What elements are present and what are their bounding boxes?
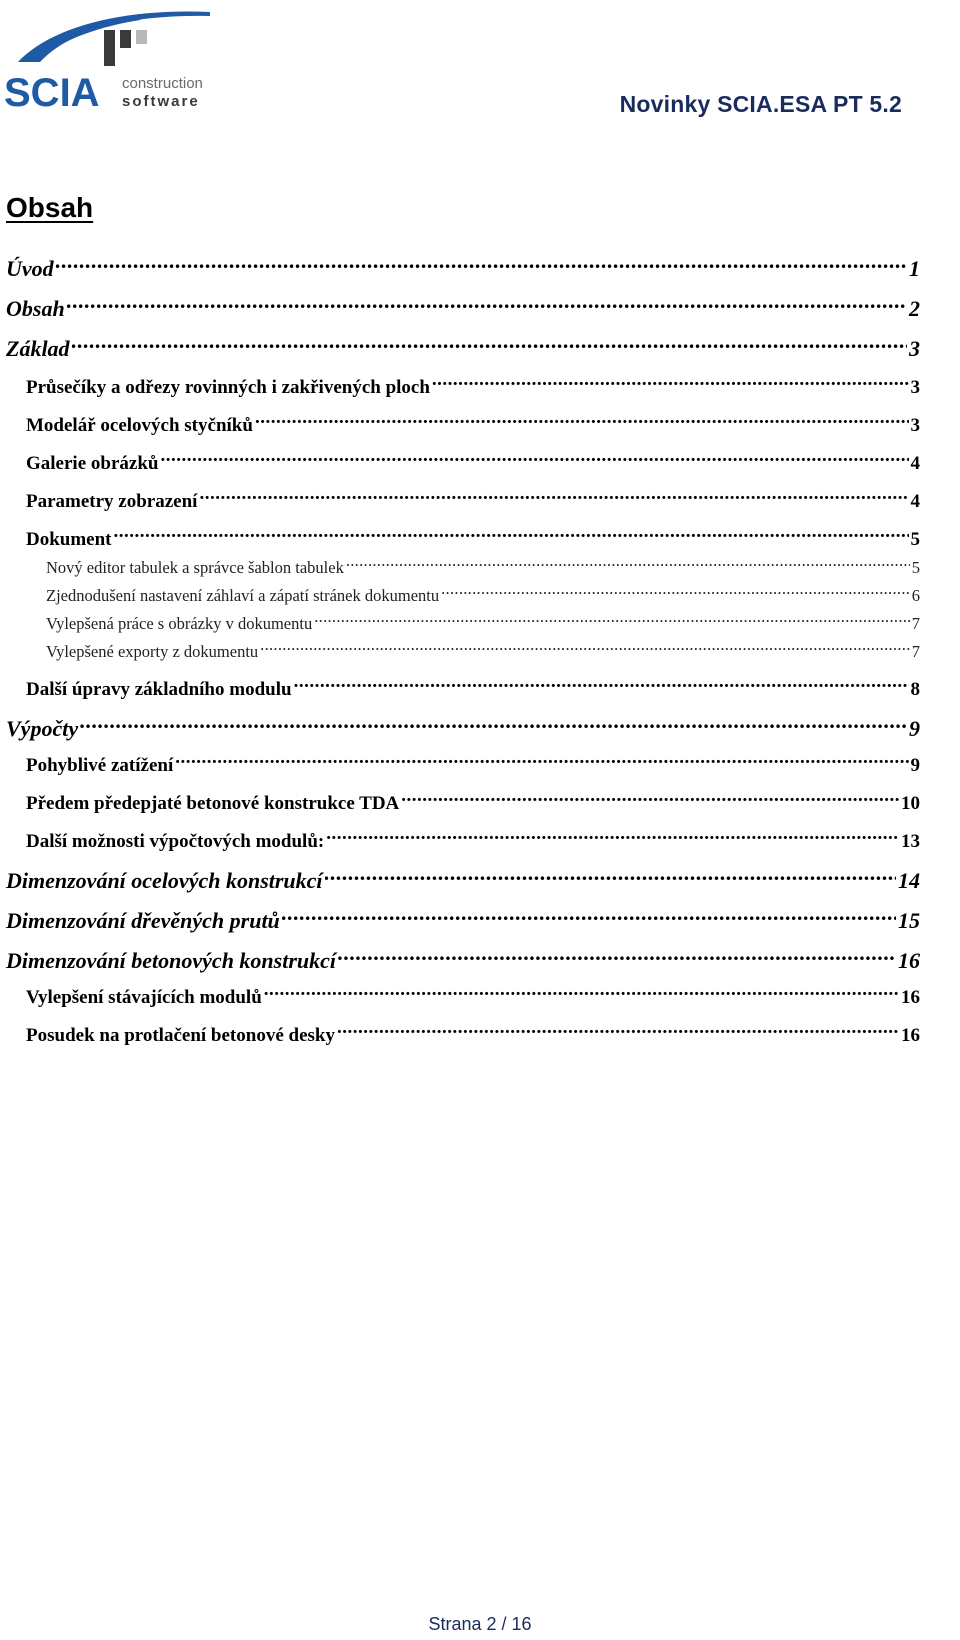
- toc-entry-page-number: 3: [910, 415, 920, 436]
- toc-leader-dots: [314, 612, 910, 629]
- toc-entry-page-number: 3: [910, 377, 920, 398]
- toc-leader-dots: [80, 714, 907, 736]
- toc-entry[interactable]: [46, 640, 920, 662]
- toc-entry-label: Předem předepjaté betonové konstrukce TDA: [26, 793, 400, 814]
- toc-entry-page-number: 4: [910, 453, 920, 474]
- toc-leader-dots: [160, 450, 908, 469]
- toc-entry-page-number: 6: [911, 585, 920, 605]
- toc-entry[interactable]: [26, 488, 920, 513]
- toc-leader-dots: [326, 828, 899, 847]
- toc-leader-dots: [260, 640, 910, 657]
- toc-entry-label: Další možnosti výpočtových modulů:: [26, 831, 325, 852]
- toc-entry[interactable]: [6, 906, 920, 934]
- toc-entry-page-number: 2: [909, 296, 920, 321]
- toc-leader-dots: [255, 412, 909, 431]
- toc-leader-dots: [56, 254, 907, 276]
- toc-leader-dots: [114, 526, 909, 545]
- toc-leader-dots: [264, 984, 899, 1003]
- toc-entry-label: Dimenzování betonových konstrukcí: [6, 948, 337, 973]
- toc-leader-dots: [432, 374, 909, 393]
- toc-entry-page-number: 5: [910, 529, 920, 550]
- toc-entry[interactable]: [6, 294, 920, 322]
- toc-entry-page-number: 10: [901, 793, 920, 814]
- toc-entry-page-number: 14: [898, 868, 920, 893]
- toc-leader-dots: [67, 294, 907, 316]
- toc-entry[interactable]: [6, 866, 920, 894]
- toc-entry-page-number: 3: [909, 336, 920, 361]
- toc-entry-page-number: 16: [898, 948, 920, 973]
- toc-entry-label: Vylepšená práce s obrázky v dokumentu: [46, 613, 313, 633]
- toc-entry-label: Posudek na protlačení betonové desky: [26, 1025, 335, 1046]
- toc-leader-dots: [199, 488, 908, 507]
- toc-leader-dots: [338, 946, 896, 968]
- toc-entry[interactable]: [6, 254, 920, 282]
- toc-entry-page-number: 4: [910, 491, 920, 512]
- toc-entry-page-number: 13: [901, 831, 920, 852]
- toc-entry-page-number: 8: [910, 679, 920, 700]
- toc-entry[interactable]: [26, 450, 920, 475]
- toc-entry-label: Další úpravy základního modulu: [26, 679, 292, 700]
- toc-entry-label: Dimenzování ocelových konstrukcí: [6, 868, 323, 893]
- toc-leader-dots: [337, 1022, 899, 1041]
- toc-entry-page-number: 9: [910, 755, 920, 776]
- toc-entry-label: Pohyblivé zatížení: [26, 755, 174, 776]
- toc-leader-dots: [282, 906, 896, 928]
- page-heading: Obsah: [6, 192, 94, 223]
- toc-entry-label: Nový editor tabulek a správce šablon tabulek: [46, 557, 344, 577]
- toc-entry[interactable]: [26, 412, 920, 437]
- toc-entry-page-number: 1: [909, 256, 920, 281]
- toc-leader-dots: [441, 584, 910, 601]
- toc-entry[interactable]: [6, 714, 920, 742]
- toc-entry[interactable]: [26, 790, 920, 815]
- toc-entry[interactable]: [26, 984, 920, 1009]
- toc-entry[interactable]: [46, 612, 920, 634]
- toc-entry-label: Parametry zobrazení: [26, 491, 198, 512]
- logo-tagline-line1: construction: [122, 75, 203, 92]
- toc-entry[interactable]: [26, 526, 920, 551]
- toc-entry[interactable]: [26, 828, 920, 853]
- toc-entry[interactable]: [26, 1022, 920, 1047]
- toc-leader-dots: [401, 790, 899, 809]
- toc-entry-page-number: 9: [909, 716, 920, 741]
- toc-entry[interactable]: [26, 374, 920, 399]
- toc-entry-label: Galerie obrázků: [26, 453, 159, 474]
- toc-entry-label: Dokument: [26, 529, 112, 550]
- toc-entry[interactable]: [6, 946, 920, 974]
- toc-leader-dots: [175, 752, 908, 771]
- toc-leader-dots: [325, 866, 896, 888]
- toc-entry[interactable]: [6, 334, 920, 362]
- toc-entry-label: Dimenzování dřevěných prutů: [6, 908, 280, 933]
- toc-entry-page-number: 7: [911, 641, 920, 661]
- logo-tagline-line2: software: [122, 93, 200, 110]
- toc-entry-label: Výpočty: [6, 716, 79, 741]
- toc-entry-page-number: 16: [901, 1025, 920, 1046]
- document-title: Novinky SCIA.ESA PT 5.2: [619, 91, 902, 117]
- logo-brand-text: SCIA: [4, 71, 100, 115]
- toc-entry-page-number: 16: [901, 987, 920, 1008]
- toc-entry-page-number: 5: [911, 557, 920, 577]
- toc-entry[interactable]: [46, 584, 920, 606]
- toc-entry-page-number: 7: [911, 613, 920, 633]
- toc-entry-label: Modelář ocelových styčníků: [26, 415, 253, 436]
- toc-entry-label: Zjednodušení nastavení záhlaví a zápatí stránek dokumentu: [46, 585, 440, 605]
- toc-leader-dots: [72, 334, 907, 356]
- toc-entry-label: Vylepšené exporty z dokumentu: [46, 641, 259, 661]
- toc-entry[interactable]: [26, 676, 920, 701]
- toc-entry-label: Základ: [6, 336, 70, 361]
- page-footer: Strana 2 / 16: [428, 1614, 532, 1634]
- toc-entry[interactable]: [46, 556, 920, 578]
- toc-leader-dots: [294, 676, 909, 695]
- toc-entry-label: Vylepšení stávajících modulů: [26, 987, 262, 1008]
- toc-leader-dots: [346, 556, 910, 573]
- toc-entry[interactable]: [26, 752, 920, 777]
- toc-entry-label: Obsah: [6, 296, 65, 321]
- toc-entry-label: Průsečíky a odřezy rovinných i zakřivených ploch: [26, 377, 430, 398]
- toc-entry-page-number: 15: [898, 908, 920, 933]
- toc-entry-label: Úvod: [6, 256, 54, 281]
